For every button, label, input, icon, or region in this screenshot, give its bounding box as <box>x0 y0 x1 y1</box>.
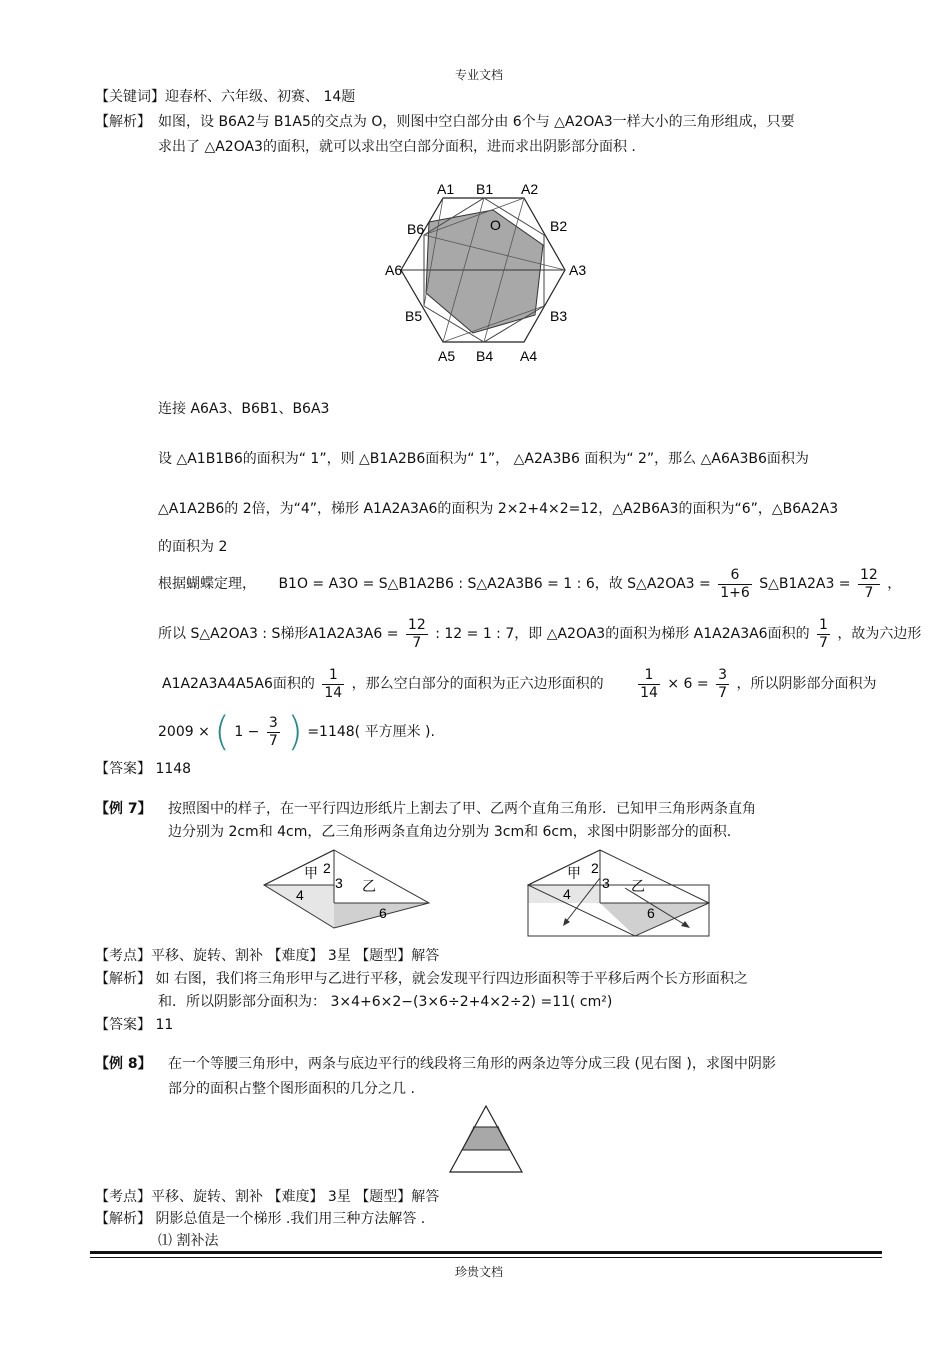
label-yi-2: 乙 <box>631 878 645 894</box>
example-7-line-1: 按照图中的样子，在一平行四边形纸片上割去了甲、乙两个直角三角形．已知甲三角形两条直角 <box>168 801 756 817</box>
set-line-1: 设 △A1B1B6的面积为“ 1”，则 △B1A2B6面积为“ 1”， △A2A3B6 面积为“ 2”，那么 △A6A3B6面积为 <box>158 451 809 467</box>
keywords-line: 【关键词】迎春杯、六年级、初赛、 14题 <box>95 89 356 105</box>
frac-num: 3 <box>718 666 728 683</box>
analysis-line-1: 如图，设 B6A2与 B1A5的交点为 O，则图中空白部分由 6个与 △A2OA3一样大小的三角形组成，只要 <box>158 114 795 130</box>
ratio-line <box>158 616 921 652</box>
frac-den: 7 <box>819 634 828 651</box>
final-inner: 1 − <box>234 724 260 740</box>
fraction-12-over-7 <box>858 567 880 602</box>
footer-rule-thin <box>90 1257 882 1258</box>
example-7-meta: 【考点】平移、旋转、割补 【难度】 3星 【题型】解答 <box>95 948 440 964</box>
label-a6: A6 <box>385 262 403 278</box>
so-post: ，故为六边形 <box>837 626 922 642</box>
left-paren: ( <box>214 709 230 755</box>
fraction-6-over-7 <box>718 567 752 602</box>
shaded-hexagon <box>426 210 543 333</box>
label-a4: A4 <box>520 348 538 364</box>
frac-den: 1+6 <box>720 584 750 601</box>
arrow-1-head <box>563 918 570 926</box>
frac-num: 12 <box>407 616 426 633</box>
shaded-band <box>462 1127 510 1150</box>
jia-hyp-2 <box>528 850 600 885</box>
label-b1: B1 <box>476 181 494 197</box>
frac-num: 1 <box>638 667 660 685</box>
right-paren: ) <box>287 709 303 755</box>
answer-1: 【答案】 1148 <box>95 761 192 777</box>
hex-mid: ，那么空白部分的面积为正六边形面积的 <box>351 676 604 692</box>
label-b4: B4 <box>476 348 494 364</box>
label-a5: A5 <box>438 348 456 364</box>
example-8-meta: 【考点】平移、旋转、割补 【难度】 3星 【题型】解答 <box>95 1189 440 1205</box>
set-line-3: 的面积为 2 <box>158 539 228 555</box>
label-2: 2 <box>323 860 331 876</box>
hex-post: ，所以阴影部分面积为 <box>736 676 877 692</box>
label-3: 3 <box>335 875 343 891</box>
frac-den: 14 <box>324 684 343 701</box>
frac-den: 7 <box>268 732 278 749</box>
example-8-line-1: 在一个等腰三角形中，两条与底边平行的线段将三角形的两条边等分成三段 (见右图 )，求图中阴影 <box>168 1056 776 1072</box>
label-o: O <box>490 217 501 233</box>
frac-num: 1 <box>819 616 828 633</box>
label-6: 6 <box>379 905 387 921</box>
page-header: 专业文档 <box>455 68 504 82</box>
hex-pre: A1A2A3A4A5A6面积的 <box>162 676 315 692</box>
butterfly-line: 根据蝴蝶定理， B1O = A3O = S△B1A2B6 : S△A2A3B6 = 1 : 6，故 S△A2OA3 = $\frac{6}{1+6}$ S△B1A2A3 = $\frac{12}{7}$ ， <box>158 566 902 601</box>
hexagon-area-line <box>162 666 876 702</box>
label-b6: B6 <box>407 221 425 237</box>
butterfly-eq: B1O = A3O = S△B1A2B6 : S△A2A3B6 = 1 : 6，故 S△A2OA3 = <box>278 576 711 592</box>
example-7-line-2: 边分别为 2cm和 4cm，乙三角形两条直角边分别为 3cm和 6cm，求图中阴影部分的面积. <box>168 824 732 840</box>
fraction-1-over-14 <box>322 667 344 702</box>
fraction-12-over-7-b <box>406 617 428 652</box>
final-post: =1148( 平方厘米 ). <box>307 724 435 740</box>
example-8-line-2: 部分的面积占整个图形面积的几分之几 . <box>168 1081 415 1097</box>
example-7-analysis-1: 【解析】 如 右图，我们将三角形甲与乙进行平移，就会发现平行四边形面积等于平移后两个长方形面积之 <box>95 971 748 987</box>
label-4-b: 4 <box>563 886 571 902</box>
label-yi: 乙 <box>362 878 376 894</box>
label-b3: B3 <box>550 308 568 324</box>
so-pre: 所以 S△A2OA3 : S梯形A1A2A3A6 = <box>158 626 399 642</box>
example-8-analysis: 【解析】 阴影总值是一个梯形 .我们用三种方法解答 . <box>95 1211 426 1227</box>
fraction-1-over-7 <box>817 617 830 652</box>
frac-den: 7 <box>864 584 874 601</box>
analysis-line-2: 求出了 △A2OA3的面积，就可以求出空白部分面积，进而求出阴影部分面积 . <box>158 139 636 155</box>
frac-den: 7 <box>718 684 728 701</box>
label-6-b: 6 <box>647 905 655 921</box>
label-b5: B5 <box>405 308 423 324</box>
parallelogram-figure <box>262 848 432 930</box>
label-4: 4 <box>296 887 304 903</box>
page-footer: 珍贵文档 <box>455 1265 504 1279</box>
butterfly-pre: 根据蝴蝶定理， <box>158 576 256 592</box>
label-2-b: 2 <box>591 860 599 876</box>
so-mid: : 12 = 1 : 7，即 △A2OA3的面积为梯形 A1A2A3A6面积的 <box>435 626 810 642</box>
label-jia: 甲 <box>304 865 318 881</box>
fraction-1-over-14-b <box>638 667 660 702</box>
answer-2: 【答案】 11 <box>95 1017 174 1033</box>
example-8-label: 【例 8】 <box>95 1056 152 1072</box>
label-a2: A2 <box>521 181 539 197</box>
final-calc-line <box>158 710 435 754</box>
label-a3: A3 <box>569 262 587 278</box>
label-b2: B2 <box>550 218 568 234</box>
label-jia-2: 甲 <box>567 865 581 881</box>
label-a1: A1 <box>437 181 455 197</box>
frac-num: 1 <box>322 667 344 685</box>
example-7-label: 【例 7】 <box>95 801 152 817</box>
hex-calc: × 6 = <box>667 676 709 692</box>
frac-num: 3 <box>268 714 278 731</box>
frac-den: 14 <box>640 684 658 701</box>
footer-rule-thick <box>90 1251 882 1254</box>
frac-den: 7 <box>412 634 422 651</box>
example-7-analysis-2: 和．所以阴影部分面积为： 3×4+6×2−(3×6÷2+4×2÷2) =11( cm²) <box>158 994 613 1010</box>
frac-num: 6 <box>718 567 752 585</box>
translated-figure <box>525 848 715 940</box>
triangle-figure <box>448 1104 524 1174</box>
example-8-method-1: ⑴ 割补法 <box>158 1233 219 1249</box>
connect-line: 连接 A6A3、B6B1、B6A3 <box>158 401 330 417</box>
butterfly-mid: S△B1A2A3 = <box>759 576 851 592</box>
arrow-2-head <box>681 921 690 928</box>
hexagon-figure <box>380 175 595 370</box>
fraction-3-over-7-b <box>267 715 280 750</box>
analysis-label: 【解析】 <box>95 114 151 130</box>
set-line-2: △A1A2B6的 2倍，为“4”，梯形 A1A2A3A6的面积为 2×2+4×2=12，△A2B6A3的面积为“6”，△B6A2A3 <box>158 501 839 517</box>
label-3-b: 3 <box>602 875 610 891</box>
fraction-3-over-7 <box>716 667 729 702</box>
final-pre: 2009 × <box>158 724 210 740</box>
frac-num: 12 <box>860 566 878 583</box>
